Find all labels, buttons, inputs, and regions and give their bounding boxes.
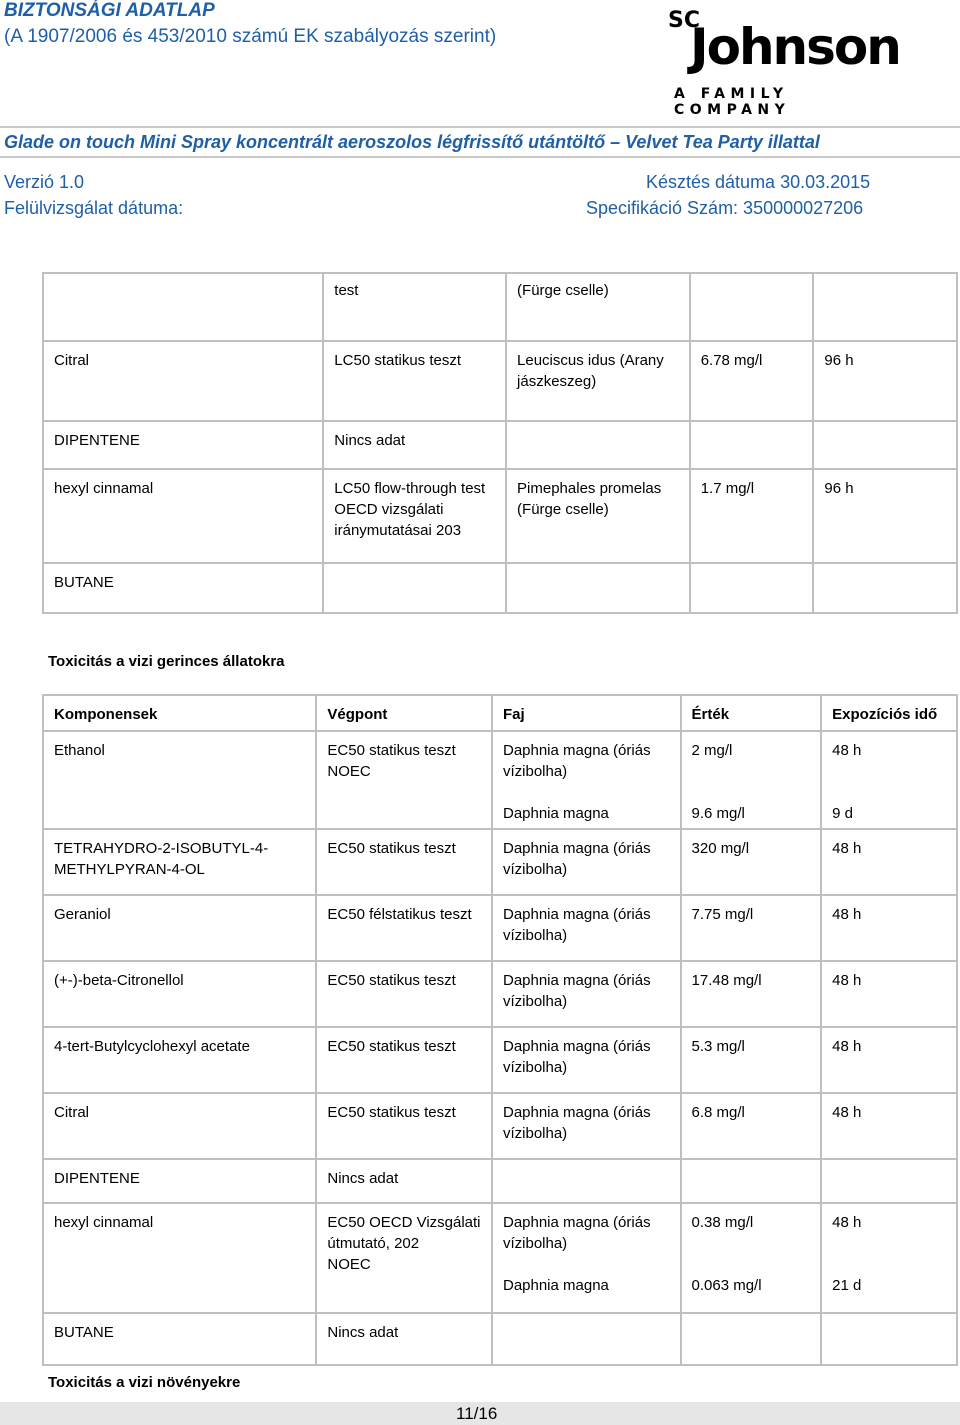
cell-line: Ethanol bbox=[54, 742, 105, 759]
cell-line: 48 h bbox=[832, 1038, 862, 1055]
table-cell bbox=[43, 273, 323, 341]
table-cell: LC50 statikus teszt bbox=[323, 341, 506, 421]
table-cell: (Fürge cselle) bbox=[506, 273, 690, 341]
table-cell bbox=[492, 1159, 681, 1203]
page-number: 11/16 bbox=[456, 1404, 498, 1423]
table-cell: Végpont bbox=[316, 695, 492, 731]
cell-line: 48 h bbox=[832, 840, 862, 857]
table-cell bbox=[821, 829, 957, 895]
table-cell: Leuciscus idus (Arany jászkeszeg) bbox=[506, 341, 690, 421]
table-cell bbox=[821, 895, 957, 961]
cell-line: Daphnia magna (óriás vízibolha) bbox=[502, 1038, 651, 1076]
cell-line: 9.6 mg/l bbox=[691, 805, 745, 822]
cell-line: 17.48 mg/l bbox=[691, 972, 762, 989]
table-cell: 96 h bbox=[813, 341, 957, 421]
document-title: BIZTONSÁGI ADATLAP bbox=[4, 0, 215, 21]
cell-line: 5.3 mg/l bbox=[691, 1038, 745, 1055]
table-cell bbox=[821, 731, 957, 829]
table-cell bbox=[316, 829, 492, 895]
cell-line: 48 h bbox=[832, 1104, 862, 1121]
cell-line: 2 mg/l bbox=[691, 742, 733, 759]
table-cell: Érték bbox=[681, 695, 822, 731]
logo-tagline: A FAMILY COMPANY bbox=[674, 86, 791, 118]
cell-line: 48 h bbox=[832, 1214, 862, 1231]
header-divider-top bbox=[0, 126, 960, 128]
cell-line: Daphnia magna (óriás vízibolha) bbox=[502, 742, 651, 780]
table-cell bbox=[681, 961, 822, 1027]
table-cell bbox=[316, 731, 492, 829]
table-header-row bbox=[43, 695, 957, 731]
table-cell bbox=[681, 1203, 822, 1313]
cell-line: EC50 statikus teszt bbox=[327, 742, 456, 759]
table-cell bbox=[43, 1159, 316, 1203]
table-cell bbox=[316, 1027, 492, 1093]
cell-line: 48 h bbox=[832, 906, 862, 923]
cell-line: NOEC bbox=[327, 1256, 371, 1273]
table-cell bbox=[821, 1203, 957, 1313]
table-cell bbox=[43, 1203, 316, 1313]
table-row bbox=[43, 421, 957, 469]
table-row bbox=[43, 1027, 957, 1093]
cell-line: 0.063 mg/l bbox=[691, 1277, 762, 1294]
cell-line: Citral bbox=[54, 1104, 90, 1121]
table-cell bbox=[492, 895, 681, 961]
table-cell bbox=[492, 1203, 681, 1313]
table-cell bbox=[316, 895, 492, 961]
table-cell: BUTANE bbox=[43, 563, 323, 613]
revision-date: Felülvizsgálat dátuma: bbox=[4, 198, 184, 218]
table-cell bbox=[506, 563, 690, 613]
cell-line: NOEC bbox=[327, 763, 371, 780]
cell-line: 48 h bbox=[832, 742, 862, 759]
table-cell bbox=[813, 273, 957, 341]
table-cell bbox=[43, 829, 316, 895]
fish-toxicity-table bbox=[42, 272, 958, 614]
sc-johnson-logo bbox=[668, 8, 900, 118]
table-cell bbox=[492, 1313, 681, 1365]
preparation-date: Késztés dátuma 30.03.2015 bbox=[646, 172, 871, 192]
table-cell: test bbox=[323, 273, 506, 341]
table-cell: hexyl cinnamal bbox=[43, 469, 323, 563]
cell-line: 9 d bbox=[832, 805, 853, 822]
table-row bbox=[43, 1313, 957, 1365]
cell-line: hexyl cinnamal bbox=[54, 1214, 154, 1231]
invertebrate-toxicity-table bbox=[42, 694, 958, 1366]
logo-name: Johnson bbox=[690, 18, 900, 76]
cell-line: 4-tert-Butylcyclohexyl acetate bbox=[54, 1038, 250, 1055]
table-cell bbox=[492, 731, 681, 829]
table-cell bbox=[323, 563, 506, 613]
cell-line: Daphnia magna (óriás vízibolha) bbox=[502, 840, 651, 878]
cell-line: TETRAHYDRO-2-ISOBUTYL-4-METHYLPYRAN-4-OL bbox=[54, 840, 269, 878]
product-name: Glade on touch Mini Spray koncentrált aeroszolos légfrissítő utántöltő – Velvet Tea Party illattal bbox=[4, 132, 820, 152]
cell-line: 320 mg/l bbox=[691, 840, 750, 857]
cell-line: EC50 statikus teszt bbox=[327, 1038, 456, 1055]
table-cell bbox=[681, 731, 822, 829]
table-cell: DIPENTENE bbox=[43, 421, 323, 469]
cell-line: Nincs adat bbox=[327, 1324, 399, 1341]
logo-sc: SC bbox=[668, 8, 700, 33]
cell-line: EC50 statikus teszt bbox=[327, 1104, 456, 1121]
table-cell bbox=[316, 1159, 492, 1203]
cell-line: EC50 félstatikus teszt bbox=[327, 906, 472, 923]
table-cell bbox=[821, 1027, 957, 1093]
table-cell bbox=[506, 421, 690, 469]
cell-line: 7.75 mg/l bbox=[691, 906, 754, 923]
cell-line: (+-)-beta-Citronellol bbox=[54, 972, 184, 989]
table-cell bbox=[316, 1313, 492, 1365]
table-cell bbox=[43, 961, 316, 1027]
table-cell bbox=[43, 895, 316, 961]
table-cell bbox=[43, 731, 316, 829]
table-row bbox=[43, 1093, 957, 1159]
table-cell bbox=[690, 421, 814, 469]
table-cell bbox=[43, 1093, 316, 1159]
table-cell bbox=[681, 1027, 822, 1093]
table-cell: 1.7 mg/l bbox=[690, 469, 814, 563]
table-cell bbox=[492, 1093, 681, 1159]
table-row bbox=[43, 829, 957, 895]
table-cell: Nincs adat bbox=[323, 421, 506, 469]
table-cell bbox=[813, 563, 957, 613]
cell-line: 48 h bbox=[832, 972, 862, 989]
table-cell bbox=[813, 421, 957, 469]
cell-line: BUTANE bbox=[54, 1324, 114, 1341]
table-cell bbox=[681, 1159, 822, 1203]
table-cell bbox=[492, 961, 681, 1027]
cell-line: Daphnia magna bbox=[502, 805, 609, 822]
table-cell: 96 h bbox=[813, 469, 957, 563]
cell-line: EC50 statikus teszt bbox=[327, 972, 456, 989]
table-cell: LC50 flow-through test OECD vizsgálati iránymutatásai 203 bbox=[323, 469, 506, 563]
cell-line: EC50 statikus teszt bbox=[327, 840, 456, 857]
cell-line: Nincs adat bbox=[327, 1170, 399, 1187]
cell-line: EC50 OECD Vizsgálati útmutató, 202 bbox=[327, 1214, 481, 1252]
table-cell bbox=[316, 1203, 492, 1313]
table-row bbox=[43, 1159, 957, 1203]
cell-line: Daphnia magna (óriás vízibolha) bbox=[502, 1214, 651, 1252]
table-cell: 6.78 mg/l bbox=[690, 341, 814, 421]
table-cell bbox=[821, 961, 957, 1027]
invertebrate-section-title: Toxicitás a vizi gerinces állatokra bbox=[48, 653, 285, 670]
table-cell: Pimephales promelas (Fürge cselle) bbox=[506, 469, 690, 563]
cell-line: 6.8 mg/l bbox=[691, 1104, 745, 1121]
header-divider-bottom bbox=[0, 156, 960, 158]
cell-line: 0.38 mg/l bbox=[691, 1214, 754, 1231]
table-row bbox=[43, 731, 957, 829]
table-row bbox=[43, 1203, 957, 1313]
table-cell bbox=[690, 273, 814, 341]
table-cell bbox=[681, 829, 822, 895]
table-cell: Citral bbox=[43, 341, 323, 421]
table-cell bbox=[316, 1093, 492, 1159]
table-row bbox=[43, 895, 957, 961]
table-row bbox=[43, 341, 957, 421]
table-cell bbox=[681, 1093, 822, 1159]
table-cell bbox=[492, 1027, 681, 1093]
table-row bbox=[43, 469, 957, 563]
table-cell bbox=[316, 961, 492, 1027]
table-cell bbox=[43, 1027, 316, 1093]
cell-line: Geraniol bbox=[54, 906, 111, 923]
table-cell bbox=[681, 895, 822, 961]
table-row bbox=[43, 273, 957, 341]
table-cell bbox=[492, 829, 681, 895]
table-row bbox=[43, 563, 957, 613]
cell-line: Daphnia magna bbox=[502, 1277, 609, 1294]
cell-line: Daphnia magna (óriás vízibolha) bbox=[502, 1104, 651, 1142]
table-cell bbox=[821, 1159, 957, 1203]
table-cell bbox=[821, 1313, 957, 1365]
table-cell: Faj bbox=[492, 695, 681, 731]
cell-line: DIPENTENE bbox=[54, 1170, 140, 1187]
version: Verzió 1.0 bbox=[4, 172, 85, 192]
specification-number: Specifikáció Szám: 350000027206 bbox=[586, 198, 864, 218]
table-cell bbox=[821, 1093, 957, 1159]
cell-line: 21 d bbox=[832, 1277, 862, 1294]
regulation-reference: (A 1907/2006 és 453/2010 számú EK szabályozás szerint) bbox=[4, 26, 497, 47]
table-cell: Komponensek bbox=[43, 695, 316, 731]
table-cell bbox=[681, 1313, 822, 1365]
table-cell bbox=[43, 1313, 316, 1365]
table-cell bbox=[690, 563, 814, 613]
cell-line: Daphnia magna (óriás vízibolha) bbox=[502, 906, 651, 944]
table-row bbox=[43, 961, 957, 1027]
table-cell: Expozíciós idő bbox=[821, 695, 957, 731]
cell-line: Daphnia magna (óriás vízibolha) bbox=[502, 972, 651, 1010]
plants-section-title: Toxicitás a vizi növényekre bbox=[48, 1374, 241, 1391]
